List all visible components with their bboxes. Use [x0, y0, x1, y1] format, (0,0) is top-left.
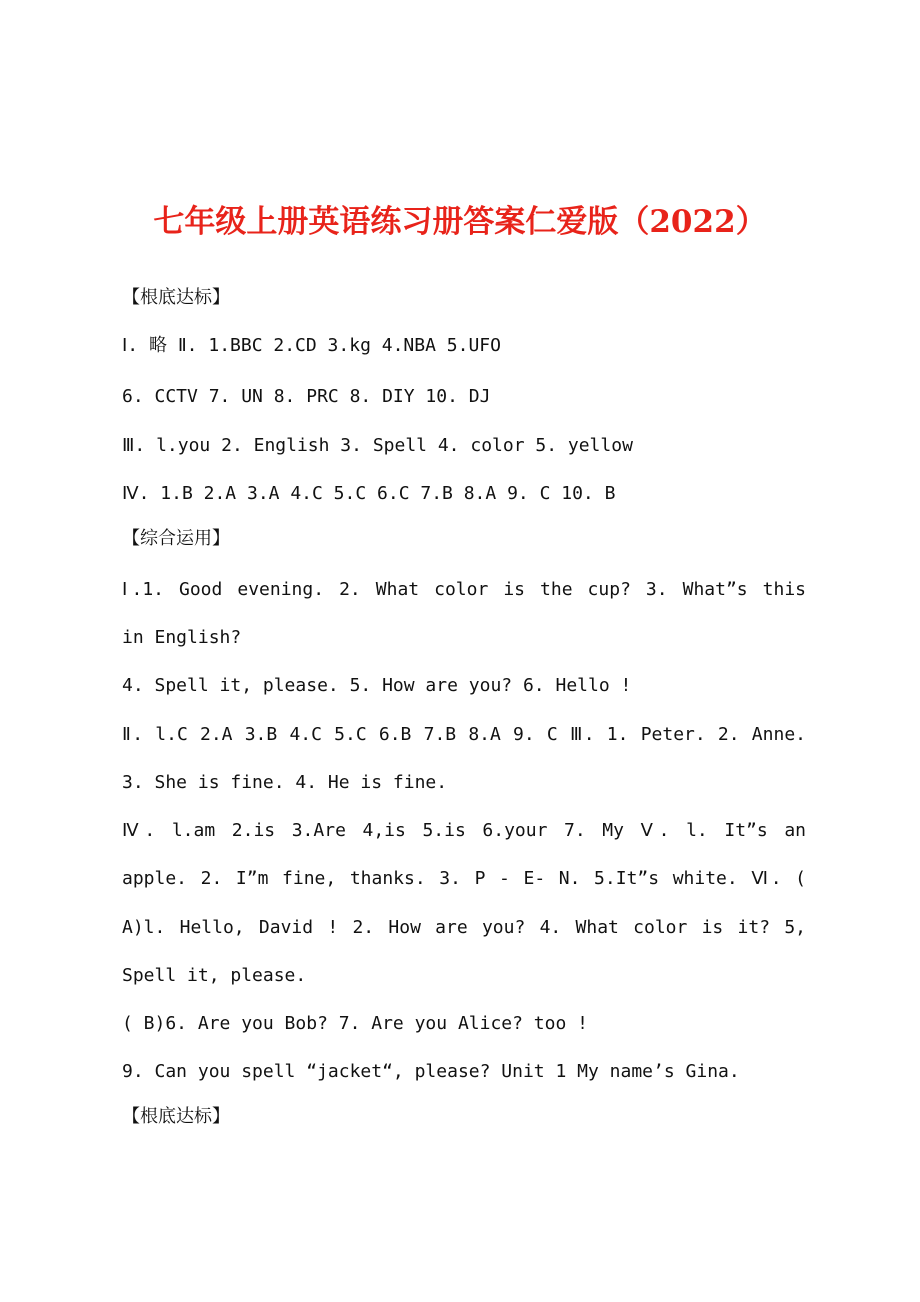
text-line: in English?	[122, 627, 242, 648]
text-line: Spell it, please.	[122, 965, 307, 986]
text-line: Ⅳ. l.am 2.is 3.Are 4,is 5.is 6.your 7. My Ⅴ. l. It”s an	[122, 820, 806, 841]
document-title: 七年级上册英语练习册答案仁爱版（2022）	[153, 204, 767, 240]
text-line: apple. 2. I”m fine, thanks. 3. P - E- N. 5.It”s white. Ⅵ. (	[122, 868, 806, 889]
text-line: Ⅲ. l.you 2. English 3. Spell 4. color 5. yellow	[122, 435, 633, 456]
text-line: Ⅰ. 略 Ⅱ. 1.BBC 2.CD 3.kg 4.NBA 5.UFO	[122, 335, 501, 356]
text-line: A)l. Hello, David ! 2. How are you? 4. What color is it? 5,	[122, 917, 806, 938]
section-heading-basic: 【根底达标】	[122, 287, 230, 308]
section-heading-basic: 【根底达标】	[122, 1106, 230, 1127]
text-line: 3. She is fine. 4. He is fine.	[122, 772, 448, 793]
text-line: Ⅳ. 1.B 2.A 3.A 4.C 5.C 6.C 7.B 8.A 9. C 10. B	[122, 483, 616, 504]
text-line: 6. CCTV 7. UN 8. PRC 8. DIY 10. DJ	[122, 386, 491, 407]
text-line: ( B)6. Are you Bob? 7. Are you Alice? too !	[122, 1013, 588, 1034]
text-line: 9. Can you spell “jacket“, please? Unit 1 My name’s Gina.	[122, 1061, 740, 1082]
text-line: Ⅰ.1. Good evening. 2. What color is the cup? 3. What”s this	[122, 579, 806, 600]
text-line: Ⅱ. l.C 2.A 3.B 4.C 5.C 6.B 7.B 8.A 9. C Ⅲ. 1. Peter. 2. Anne.	[122, 724, 806, 745]
text-line: 4. Spell it, please. 5. How are you? 6. Hello !	[122, 675, 632, 696]
section-heading-comprehensive: 【综合运用】	[122, 528, 230, 549]
